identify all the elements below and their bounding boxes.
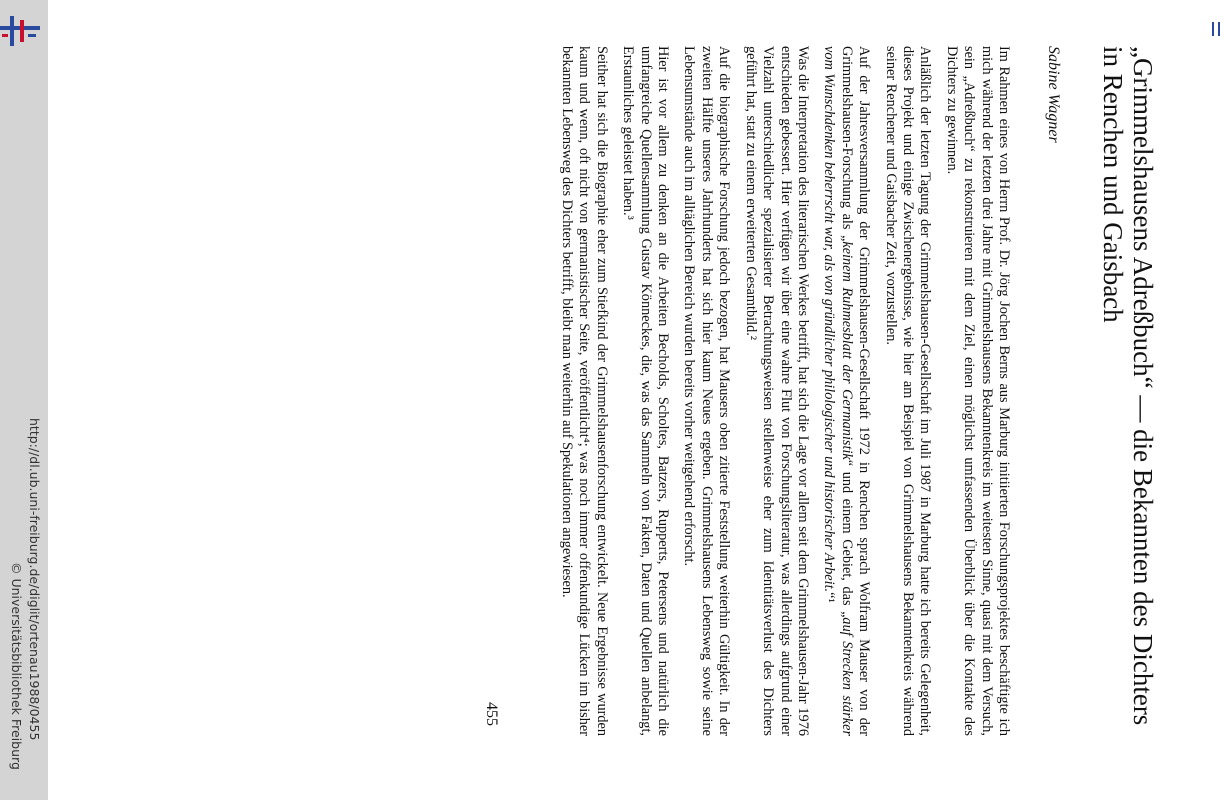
paragraph-3 bbox=[820, 46, 872, 736]
paragraph-3-quote-2: auf Strecken stärker vom Wunschdenken beherrscht war, als von gründlicher philologischer und historischer Arbeit. bbox=[821, 46, 855, 737]
paragraph-2: Anläßlich der letzten Tagung der Grimmelshausen-Gesellschaft im Juli 1987 in Marburg hatte ich bereits Gelegenheit, dieses Projekt und einige Zwischenergebnisse, wie hier am Beispiel von Grimmelshausens Bekanntenkreis während seiner Renchener und Gaisbacher Zeit, vorzustellen. bbox=[882, 46, 934, 736]
paragraph-6: Hier ist vor allem zu denken an die Arbeiten Becholds, Scholtes, Batzers, Rupperts, Petersens und natürlich die umfangreiche Quellensammlung Gustav Könneckes, die, was das Sammeln von Fakten, Daten und Quellen anbelangt, Erstaunliches geleistet haben.³ bbox=[620, 46, 672, 736]
source-url[interactable]: http://dl.ub.uni-freiburg.de/diglit/ortenau1988/0455 bbox=[27, 418, 42, 741]
paragraph-7: Seither hat sich die Biographie eher zum Stiefkind der Grimmelshausenforschung entwickelt. Neue Ergebnisse wurden kaum und wenn, oft nicht von germanistischer Seite, veröffentlicht⁴; was noch immer offenkundige Lücken im bisher bekannten Lebensweg des Dichters betrifft, bleibt man weiterhin auf Spekulationen angewiesen. bbox=[559, 46, 610, 736]
copyright-notice: © Universitätsbibliothek Freiburg bbox=[9, 562, 24, 770]
paragraph-5: Auf die biographische Forschung jedoch bezogen, hat Mausers oben zitierte Feststellung weiterhin Gültigkeit. In der zweiten Hälfte unseres Jahrhunderts hat sich hier kaum Neues ergeben. Grimmelshausens Lebensweg sowie seine Lebensumstände auch im alltäglichen Bereich wurden bereits vorher weitgehend erforscht. bbox=[681, 46, 733, 736]
article-title: „Grimmelshausens Adreßbuch“ — die Bekannten des Dichters in Renchen und Gaisbach bbox=[1098, 46, 1158, 726]
paragraph-3-text-b: “ und einem Gebiet, das „ bbox=[838, 459, 855, 618]
paragraph-4: Was die Interpretation des literarischen Werkes betrifft, hat sich die Lage vor allem seit dem Grimmelshausen-Jahr 1976 entschieden gebessert. Hier verfügen wir über eine wahre Flut von Forschungsliteratur, was allerdings aufgrund einer Vielzahl unterschiedlicher spezialisierter Betrachtungsweisen stellenweise eher zum Identitätsverlust des Dichters geführt hat, statt zu einem erweiterten Gesamtbild.² bbox=[742, 46, 811, 736]
viewer-sidebar bbox=[0, 0, 48, 800]
source-credit bbox=[6, 0, 46, 800]
paragraph-3-quote-1: keinem Ruhmesblatt der Germanistik bbox=[838, 241, 855, 460]
scanned-page bbox=[48, 0, 1224, 800]
paragraph-3-text-a: Auf der Jahresversammlung der Grimmelshausen-Gesellschaft 1972 in Renchen sprach Wolfram Mauser von der Grimmelshausen-Forschung als „ bbox=[838, 46, 873, 736]
page-number: 455 bbox=[483, 702, 500, 726]
paragraph-1: Im Rahmen eines von Herrn Prof. Dr. Jörg Jochen Berns aus Marburg initiierten Forschungsprojektes beschäftigte ich mich während der letzten drei Jahre mit Grimmelshausens Bekanntenkreis im weitesten Sinne, quasi mit dem Versuch, sein „Adreßbuch“ zu rekonstruieren mit dem Ziel, einen möglichst umfassenden Überblick über die Kontakte des Dichters zu gewinnen. bbox=[943, 46, 1012, 736]
paragraph-3-text-c: “¹ bbox=[821, 592, 838, 603]
page-corner-mark bbox=[1212, 22, 1220, 36]
article-author: Sabine Wagner bbox=[1045, 46, 1062, 143]
rotated-article bbox=[158, 46, 1158, 736]
